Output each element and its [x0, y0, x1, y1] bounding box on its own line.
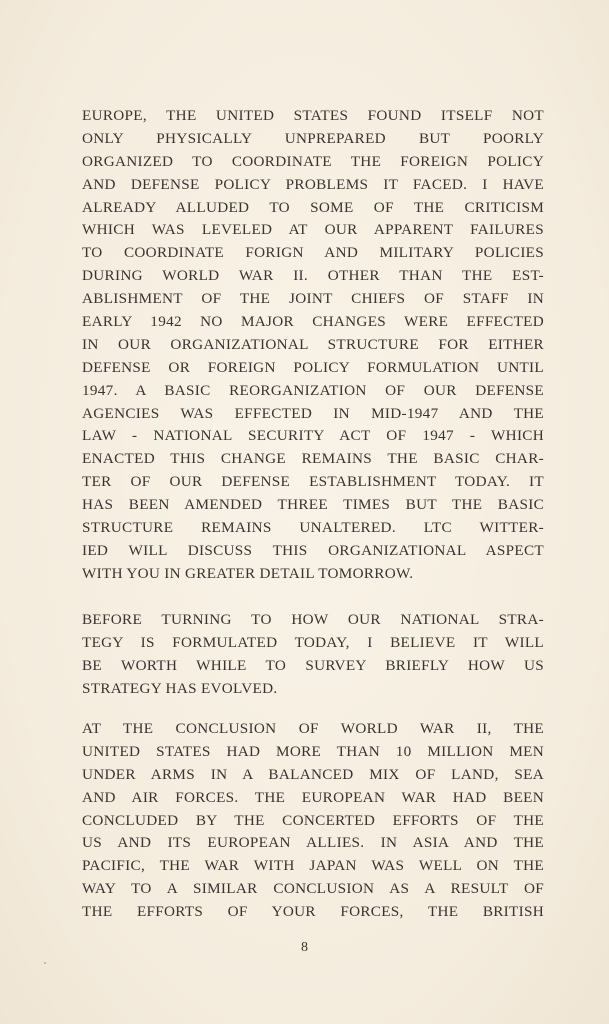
- text-line: TEGY IS FORMULATED TODAY, I BELIEVE IT WILL: [82, 633, 544, 651]
- text-line: BEFORE TURNING TO HOW OUR NATIONAL STRA-: [82, 611, 544, 628]
- text-line: STRATEGY HAS EVOLVED.: [82, 679, 278, 697]
- text-line: AGENCIES WAS EFFECTED IN MID-1947 AND THE: [82, 404, 544, 422]
- text-line: DURING WORLD WAR II. OTHER THAN THE EST-: [82, 267, 544, 285]
- text-line: IED WILL DISCUSS THIS ORGANIZATIONAL ASPECT: [82, 541, 544, 559]
- text-line: LAW - NATIONAL SECURITY ACT OF 1947 - WHICH: [82, 427, 544, 445]
- text-line: ENACTED THIS CHANGE REMAINS THE BASIC CHAR-: [82, 450, 544, 468]
- text-line: 1947. A BASIC REORGANIZATION OF OUR DEFENSE: [82, 381, 544, 399]
- text-line: WITH YOU IN GREATER DETAIL TOMORROW.: [82, 564, 414, 582]
- text-line: UNDER ARMS IN A BALANCED MIX OF LAND, SEA: [82, 765, 544, 783]
- paragraph-2: [82, 609, 544, 701]
- text-line: ALREADY ALLUDED TO SOME OF THE CRITICISM: [82, 198, 544, 216]
- text-line: PACIFIC, THE WAR WITH JAPAN WAS WELL ON THE: [82, 857, 544, 875]
- text-line: AT THE CONCLUSION OF WORLD WAR II, THE: [82, 720, 544, 737]
- paper-speck: [44, 962, 46, 964]
- text-line: TO COORDINATE FORIGN AND MILITARY POLICIES: [82, 244, 544, 262]
- text-line: EARLY 1942 NO MAJOR CHANGES WERE EFFECTED: [82, 313, 544, 331]
- text-line: ABLISHMENT OF THE JOINT CHIEFS OF STAFF IN: [82, 290, 544, 308]
- text-line: HAS BEEN AMENDED THREE TIMES BUT THE BASIC: [82, 496, 544, 514]
- text-line: AND DEFENSE POLICY PROBLEMS IT FACED. I HAVE: [82, 175, 544, 193]
- text-line: CONCLUDED BY THE CONCERTED EFFORTS OF THE: [82, 811, 544, 829]
- paragraph-1: [82, 105, 544, 586]
- text-line: THE EFFORTS OF YOUR FORCES, THE BRITISH: [82, 903, 544, 921]
- paragraph-3: [82, 718, 544, 924]
- text-line: ORGANIZED TO COORDINATE THE FOREIGN POLICY: [82, 152, 544, 170]
- text-line: DEFENSE OR FOREIGN POLICY FORMULATION UNTIL: [82, 358, 544, 376]
- page-number: 8: [301, 940, 308, 955]
- text-line: EUROPE, THE UNITED STATES FOUND ITSELF NOT: [82, 107, 544, 124]
- text-line: ONLY PHYSICALLY UNPREPARED BUT POORLY: [82, 129, 544, 147]
- text-line: TER OF OUR DEFENSE ESTABLISHMENT TODAY. IT: [82, 473, 544, 491]
- text-line: IN OUR ORGANIZATIONAL STRUCTURE FOR EITHER: [82, 335, 544, 353]
- text-line: STRUCTURE REMAINS UNALTERED. LTC WITTER-: [82, 519, 544, 537]
- text-line: WAY TO A SIMILAR CONCLUSION AS A RESULT OF: [82, 880, 544, 898]
- text-line: UNITED STATES HAD MORE THAN 10 MILLION MEN: [82, 742, 544, 760]
- text-line: WHICH WAS LEVELED AT OUR APPARENT FAILURES: [82, 221, 544, 239]
- text-line: BE WORTH WHILE TO SURVEY BRIEFLY HOW US: [82, 656, 544, 674]
- text-line: AND AIR FORCES. THE EUROPEAN WAR HAD BEEN: [82, 788, 544, 806]
- text-line: US AND ITS EUROPEAN ALLIES. IN ASIA AND THE: [82, 834, 544, 852]
